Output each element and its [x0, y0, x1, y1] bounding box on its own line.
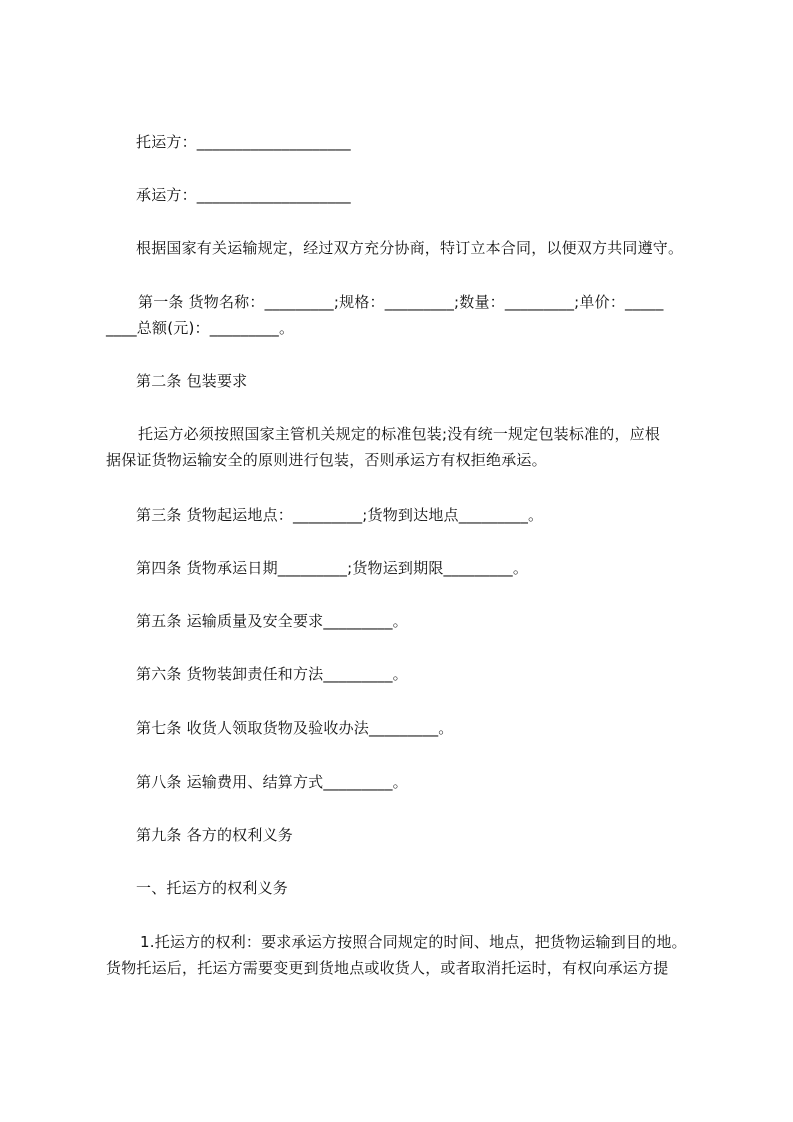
article-2-text-line-1: 托运方必须按照国家主管机关规定的标准包装;没有统一规定包装标准的，应根 — [138, 425, 661, 443]
preamble-text: 根据国家有关运输规定，经过双方充分协商，特订立本合同，以便双方共同遵守。 — [136, 239, 684, 257]
article-4-line: 第四条 货物承运日期_________;货物运到期限_________。 — [136, 559, 529, 577]
section-1-heading: 一、托运方的权利义务 — [136, 879, 289, 897]
clause-1-line-1: 1.托运方的权利：要求承运方按照合同规定的时间、地点，把货物运输到目的地。 — [140, 933, 687, 951]
clause-1-line-2: 货物托运后，托运方需要变更到货地点或收货人，或者取消托运时，有权向承运方提 — [106, 959, 669, 977]
article-1-line-2: ____总额(元)：_________。 — [106, 319, 295, 337]
article-1-line-1: 第一条 货物名称：_________;规格：_________;数量：_________;单价：_____ — [138, 293, 664, 311]
article-2-text-line-2: 据保证货物运输安全的原则进行包装，否则承运方有权拒绝承运。 — [106, 451, 547, 469]
article-3-line: 第三条 货物起运地点：_________;货物到达地点_________。 — [136, 506, 544, 524]
carrier-line: 承运方：____________________ — [136, 186, 351, 204]
shipper-line: 托运方：____________________ — [136, 133, 351, 151]
article-7-line: 第七条 收货人领取货物及验收办法_________。 — [136, 719, 454, 737]
article-2-heading: 第二条 包装要求 — [136, 372, 248, 390]
article-5-line: 第五条 运输质量及安全要求_________。 — [136, 612, 408, 630]
article-9-heading: 第九条 各方的权利义务 — [136, 826, 293, 844]
article-6-line: 第六条 货物装卸责任和方法_________。 — [136, 665, 408, 683]
article-8-line: 第八条 运输费用、结算方式_________。 — [136, 773, 408, 791]
